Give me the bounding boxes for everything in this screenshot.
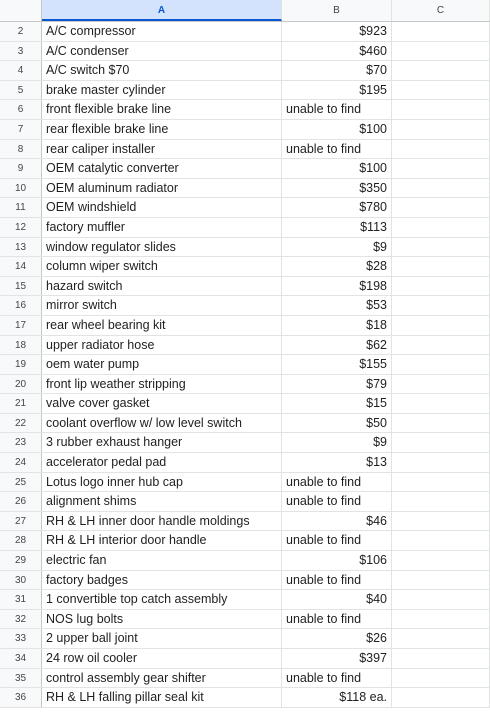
- cell-empty[interactable]: [392, 120, 490, 139]
- cell-price[interactable]: $460: [282, 42, 392, 61]
- row-number[interactable]: 2: [0, 22, 42, 41]
- cell-item[interactable]: NOS lug bolts: [42, 610, 282, 629]
- cell-price[interactable]: $46: [282, 512, 392, 531]
- cell-item[interactable]: 24 row oil cooler: [42, 649, 282, 668]
- cell-item[interactable]: rear flexible brake line: [42, 120, 282, 139]
- cell-empty[interactable]: [392, 571, 490, 590]
- cell-price[interactable]: unable to find: [282, 531, 392, 550]
- cell-item[interactable]: A/C compressor: [42, 22, 282, 41]
- cell-item[interactable]: valve cover gasket: [42, 394, 282, 413]
- table-row: [0, 629, 490, 649]
- cell-empty[interactable]: [392, 316, 490, 335]
- cell-item[interactable]: alignment shims: [42, 492, 282, 511]
- table-row: [0, 473, 490, 493]
- cell-empty[interactable]: [392, 355, 490, 374]
- cell-empty[interactable]: [392, 140, 490, 159]
- cell-empty[interactable]: [392, 590, 490, 609]
- cell-item[interactable]: front flexible brake line: [42, 100, 282, 119]
- cell-item[interactable]: 1 convertible top catch assembly: [42, 590, 282, 609]
- cell-price[interactable]: $9: [282, 433, 392, 452]
- cell-item[interactable]: RH & LH falling pillar seal kit: [42, 688, 282, 707]
- row-number[interactable]: 19: [0, 355, 42, 374]
- table-row: [0, 394, 490, 414]
- cell-empty[interactable]: [392, 375, 490, 394]
- cell-price[interactable]: $26: [282, 629, 392, 648]
- cell-empty[interactable]: [392, 610, 490, 629]
- cell-empty[interactable]: [392, 551, 490, 570]
- cell-item[interactable]: accelerator pedal pad: [42, 453, 282, 472]
- row-number[interactable]: 23: [0, 433, 42, 452]
- cell-item[interactable]: A/C condenser: [42, 42, 282, 61]
- row-number[interactable]: 25: [0, 473, 42, 492]
- cell-price[interactable]: $9: [282, 238, 392, 257]
- cell-price[interactable]: unable to find: [282, 140, 392, 159]
- cell-empty[interactable]: [392, 81, 490, 100]
- table-row: [0, 649, 490, 669]
- table-row: [0, 316, 490, 336]
- row-number[interactable]: 32: [0, 610, 42, 629]
- cell-price[interactable]: $53: [282, 296, 392, 315]
- cell-empty[interactable]: [392, 433, 490, 452]
- cell-price[interactable]: $15: [282, 394, 392, 413]
- column-header-b[interactable]: B: [282, 0, 392, 21]
- column-header-a[interactable]: A: [42, 0, 282, 21]
- table-row: [0, 512, 490, 532]
- cell-price[interactable]: $50: [282, 414, 392, 433]
- row-number[interactable]: 30: [0, 571, 42, 590]
- table-row: [0, 277, 490, 297]
- row-number[interactable]: 29: [0, 551, 42, 570]
- cell-empty[interactable]: [392, 669, 490, 688]
- table-row: [0, 120, 490, 140]
- cell-empty[interactable]: [392, 688, 490, 707]
- table-row: [0, 42, 490, 62]
- table-row: [0, 81, 490, 101]
- cell-item[interactable]: rear wheel bearing kit: [42, 316, 282, 335]
- table-row: [0, 433, 490, 453]
- row-number[interactable]: 10: [0, 179, 42, 198]
- row-number[interactable]: 5: [0, 81, 42, 100]
- cell-item[interactable]: 3 rubber exhaust hanger: [42, 433, 282, 452]
- table-row: [0, 669, 490, 689]
- row-number[interactable]: 35: [0, 669, 42, 688]
- cell-price[interactable]: $118 ea.: [282, 688, 392, 707]
- cell-item[interactable]: control assembly gear shifter: [42, 669, 282, 688]
- cell-item[interactable]: factory muffler: [42, 218, 282, 237]
- row-number[interactable]: 4: [0, 61, 42, 80]
- table-row: [0, 610, 490, 630]
- cell-item[interactable]: 2 upper ball joint: [42, 629, 282, 648]
- cell-empty[interactable]: [392, 453, 490, 472]
- table-row: [0, 140, 490, 160]
- cell-empty[interactable]: [392, 277, 490, 296]
- cell-price[interactable]: $70: [282, 61, 392, 80]
- row-number[interactable]: 20: [0, 375, 42, 394]
- cell-empty[interactable]: [392, 649, 490, 668]
- row-number[interactable]: 22: [0, 414, 42, 433]
- cell-item[interactable]: RH & LH interior door handle: [42, 531, 282, 550]
- cell-price[interactable]: $195: [282, 81, 392, 100]
- cell-empty[interactable]: [392, 531, 490, 550]
- cell-price[interactable]: $106: [282, 551, 392, 570]
- cell-item[interactable]: A/C switch $70: [42, 61, 282, 80]
- cell-item[interactable]: column wiper switch: [42, 257, 282, 276]
- table-row: [0, 198, 490, 218]
- cell-item[interactable]: upper radiator hose: [42, 336, 282, 355]
- cell-item[interactable]: OEM catalytic converter: [42, 159, 282, 178]
- table-row: [0, 531, 490, 551]
- cell-price[interactable]: $350: [282, 179, 392, 198]
- cell-item[interactable]: oem water pump: [42, 355, 282, 374]
- cell-price[interactable]: $113: [282, 218, 392, 237]
- cell-empty[interactable]: [392, 238, 490, 257]
- column-header-c[interactable]: C: [392, 0, 490, 21]
- cell-item[interactable]: electric fan: [42, 551, 282, 570]
- cell-empty[interactable]: [392, 296, 490, 315]
- table-row: [0, 453, 490, 473]
- table-row: [0, 238, 490, 258]
- cell-item[interactable]: rear caliper installer: [42, 140, 282, 159]
- cell-empty[interactable]: [392, 629, 490, 648]
- cell-price[interactable]: $13: [282, 453, 392, 472]
- table-row: [0, 551, 490, 571]
- cell-price[interactable]: $18: [282, 316, 392, 335]
- cell-empty[interactable]: [392, 179, 490, 198]
- cell-empty[interactable]: [392, 414, 490, 433]
- cell-empty[interactable]: [392, 492, 490, 511]
- cell-empty[interactable]: [392, 198, 490, 217]
- row-number[interactable]: 14: [0, 257, 42, 276]
- cell-empty[interactable]: [392, 512, 490, 531]
- row-number[interactable]: 11: [0, 198, 42, 217]
- row-number[interactable]: 3: [0, 42, 42, 61]
- cell-empty[interactable]: [392, 336, 490, 355]
- row-number[interactable]: 6: [0, 100, 42, 119]
- cell-price[interactable]: $923: [282, 22, 392, 41]
- table-row: [0, 375, 490, 395]
- table-row: [0, 414, 490, 434]
- cell-empty[interactable]: [392, 257, 490, 276]
- cell-item[interactable]: RH & LH inner door handle moldings: [42, 512, 282, 531]
- table-row: [0, 590, 490, 610]
- row-number[interactable]: 18: [0, 336, 42, 355]
- table-row: [0, 22, 490, 42]
- row-number[interactable]: 15: [0, 277, 42, 296]
- cell-empty[interactable]: [392, 100, 490, 119]
- row-number[interactable]: 31: [0, 590, 42, 609]
- row-number[interactable]: 12: [0, 218, 42, 237]
- table-row: [0, 159, 490, 179]
- row-number[interactable]: 33: [0, 629, 42, 648]
- select-all-corner[interactable]: [0, 0, 42, 21]
- cell-price[interactable]: unable to find: [282, 473, 392, 492]
- cell-price[interactable]: $79: [282, 375, 392, 394]
- table-row: [0, 571, 490, 591]
- row-number[interactable]: 24: [0, 453, 42, 472]
- cell-item[interactable]: window regulator slides: [42, 238, 282, 257]
- cell-item[interactable]: OEM windshield: [42, 198, 282, 217]
- cell-price[interactable]: $397: [282, 649, 392, 668]
- row-number[interactable]: 7: [0, 120, 42, 139]
- row-number[interactable]: 13: [0, 238, 42, 257]
- cell-price[interactable]: $100: [282, 120, 392, 139]
- cell-item[interactable]: OEM aluminum radiator: [42, 179, 282, 198]
- table-row: [0, 257, 490, 277]
- cell-item[interactable]: Lotus logo inner hub cap: [42, 473, 282, 492]
- cell-price[interactable]: unable to find: [282, 492, 392, 511]
- row-number[interactable]: 16: [0, 296, 42, 315]
- cell-empty[interactable]: [392, 394, 490, 413]
- table-row: [0, 218, 490, 238]
- cell-item[interactable]: brake master cylinder: [42, 81, 282, 100]
- cell-price[interactable]: $198: [282, 277, 392, 296]
- cell-item[interactable]: coolant overflow w/ low level switch: [42, 414, 282, 433]
- row-number[interactable]: 26: [0, 492, 42, 511]
- row-number[interactable]: 28: [0, 531, 42, 550]
- row-number[interactable]: 8: [0, 140, 42, 159]
- row-number[interactable]: 17: [0, 316, 42, 335]
- cell-price[interactable]: $62: [282, 336, 392, 355]
- sheet-rows: [0, 22, 490, 708]
- cell-item[interactable]: mirror switch: [42, 296, 282, 315]
- row-number[interactable]: 34: [0, 649, 42, 668]
- cell-empty[interactable]: [392, 473, 490, 492]
- cell-price[interactable]: $100: [282, 159, 392, 178]
- table-row: [0, 296, 490, 316]
- table-row: [0, 100, 490, 120]
- table-row: [0, 492, 490, 512]
- cell-price[interactable]: unable to find: [282, 610, 392, 629]
- column-header-row: [0, 0, 490, 22]
- cell-empty[interactable]: [392, 61, 490, 80]
- cell-price[interactable]: $40: [282, 590, 392, 609]
- row-number[interactable]: 27: [0, 512, 42, 531]
- cell-empty[interactable]: [392, 218, 490, 237]
- row-number[interactable]: 21: [0, 394, 42, 413]
- cell-price[interactable]: unable to find: [282, 571, 392, 590]
- cell-item[interactable]: hazard switch: [42, 277, 282, 296]
- cell-price[interactable]: $780: [282, 198, 392, 217]
- cell-item[interactable]: factory badges: [42, 571, 282, 590]
- cell-price[interactable]: $28: [282, 257, 392, 276]
- cell-price[interactable]: unable to find: [282, 100, 392, 119]
- cell-price[interactable]: unable to find: [282, 669, 392, 688]
- table-row: [0, 336, 490, 356]
- cell-empty[interactable]: [392, 22, 490, 41]
- table-row: [0, 61, 490, 81]
- table-row: [0, 179, 490, 199]
- table-row: [0, 688, 490, 708]
- cell-empty[interactable]: [392, 159, 490, 178]
- cell-price[interactable]: $155: [282, 355, 392, 374]
- cell-empty[interactable]: [392, 42, 490, 61]
- table-row: [0, 355, 490, 375]
- row-number[interactable]: 36: [0, 688, 42, 707]
- cell-item[interactable]: front lip weather stripping: [42, 375, 282, 394]
- row-number[interactable]: 9: [0, 159, 42, 178]
